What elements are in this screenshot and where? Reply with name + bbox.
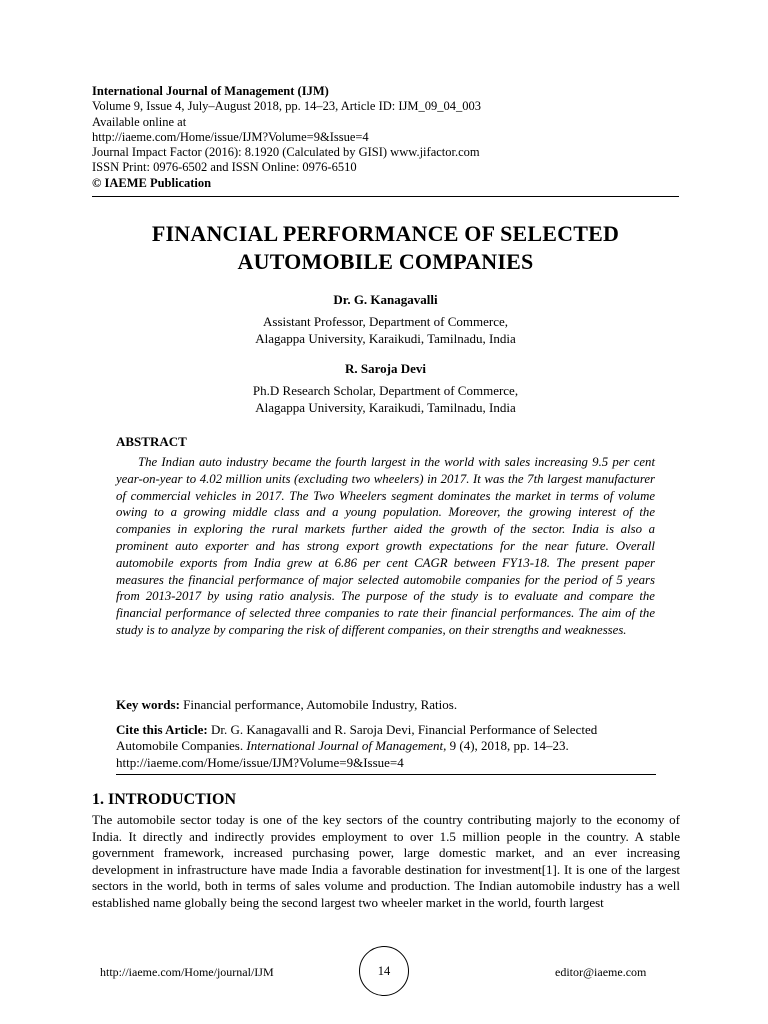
cite-details: , 9 (4), 2018, pp. 14–23. http://iaeme.com/Home/issue/IJM?Volume=9&Issue=4: [116, 738, 569, 770]
impact-factor: Journal Impact Factor (2016): 8.1920 (Calculated by GISI) www.jifactor.com: [92, 145, 480, 160]
author-affiliation: Ph.D Research Scholar, Department of Commerce,: [252, 383, 519, 398]
title-line-1: FINANCIAL PERFORMANCE OF SELECTED: [151, 221, 620, 246]
keywords-label: Key words:: [116, 697, 180, 712]
issn-info: ISSN Print: 0976-6502 and ISSN Online: 0976-6510: [92, 160, 357, 175]
title-line-2: AUTOMOBILE COMPANIES: [237, 249, 534, 274]
author-block-1: [92, 291, 679, 347]
cite-authors: Dr. G. Kanagavalli and R. Saroja Devi, Financial Performance of Selected Automobile Companies.: [116, 722, 598, 754]
citation: [116, 722, 655, 771]
abstract-text: The Indian auto industry became the fourth largest in the world with sales increasing 9.5 per cent year-on-year to 4.02 million units (excluding two wheelers) in 2017. It was the 7th largest manufacturer of commercial vehicles in 2017. The Two Wheelers segment dominates the market in terms of volume owing to a growing middle class and a young population. Moreover, the growing interest of the companies in exploring the rural markets further aided the growth of the sector. India is also a prominent auto exporter and has strong export growth expectations for the near future. Overall automobile exports from India grew at 6.86 per cent CAGR between FY13-18. The present paper measures the financial performance of major selected automobile companies for the period of 5 years from 2013-2017 by using ratio analysis. The purpose of the study is to evaluate and compare the financial performance of selected three companies to rate their financial performances. The aim of the study is to analyze by comparing the risk of different companies, on their strengths and weaknesses.: [116, 455, 655, 637]
author-block-2: [92, 360, 679, 416]
author-name: R. Saroja Devi: [344, 361, 426, 376]
cite-label: Cite this Article:: [116, 722, 208, 737]
keywords: [116, 697, 655, 713]
introduction-text: The automobile sector today is one of the key sectors of the country contributing majorly to the economy of India. It directly and indirectly provides employment to over 1.5 million people in the country. A stable government framework, increased purchasing power, large domestic market, and an ever increasing development in infrastructure have made India a favorable destination for investment[1]. It is one of the largest sectors in the world, both in terms of sales volume and production. The Indian automobile industry has a well established name globally being the second largest two wheeler market in the world, fourth largest: [92, 812, 680, 910]
page-number-text: 14: [377, 963, 391, 978]
journal-masthead: [92, 84, 680, 191]
author-affiliation: Assistant Professor, Department of Commerce,: [263, 314, 508, 329]
available-online: Available online at: [92, 114, 187, 129]
journal-name: International Journal of Management (IJM): [92, 84, 329, 98]
page-number: [359, 946, 409, 996]
abstract-heading: ABSTRACT: [116, 434, 187, 449]
footer-url[interactable]: http://iaeme.com/Home/journal/IJM: [100, 965, 274, 979]
author-affiliation: Alagappa University, Karaikudi, Tamilnadu, India: [255, 331, 516, 346]
paper-title: [92, 220, 679, 276]
issue-url[interactable]: http://iaeme.com/Home/issue/IJM?Volume=9&Issue=4: [92, 129, 369, 144]
footer-email[interactable]: editor@iaeme.com: [555, 965, 647, 979]
author-affiliation: Alagappa University, Karaikudi, Tamilnadu, India: [255, 400, 516, 415]
header-divider: [92, 196, 679, 197]
author-name: Dr. G. Kanagavalli: [333, 292, 438, 307]
keywords-text: Financial performance, Automobile Industry, Ratios.: [183, 697, 458, 712]
publisher: © IAEME Publication: [92, 175, 212, 190]
volume-info: Volume 9, Issue 4, July–August 2018, pp. 14–23, Article ID: IJM_09_04_003: [92, 99, 481, 114]
cite-journal: International Journal of Management: [246, 738, 444, 754]
abstract-divider: [116, 774, 656, 775]
section-heading-introduction: 1. INTRODUCTION: [92, 791, 237, 808]
